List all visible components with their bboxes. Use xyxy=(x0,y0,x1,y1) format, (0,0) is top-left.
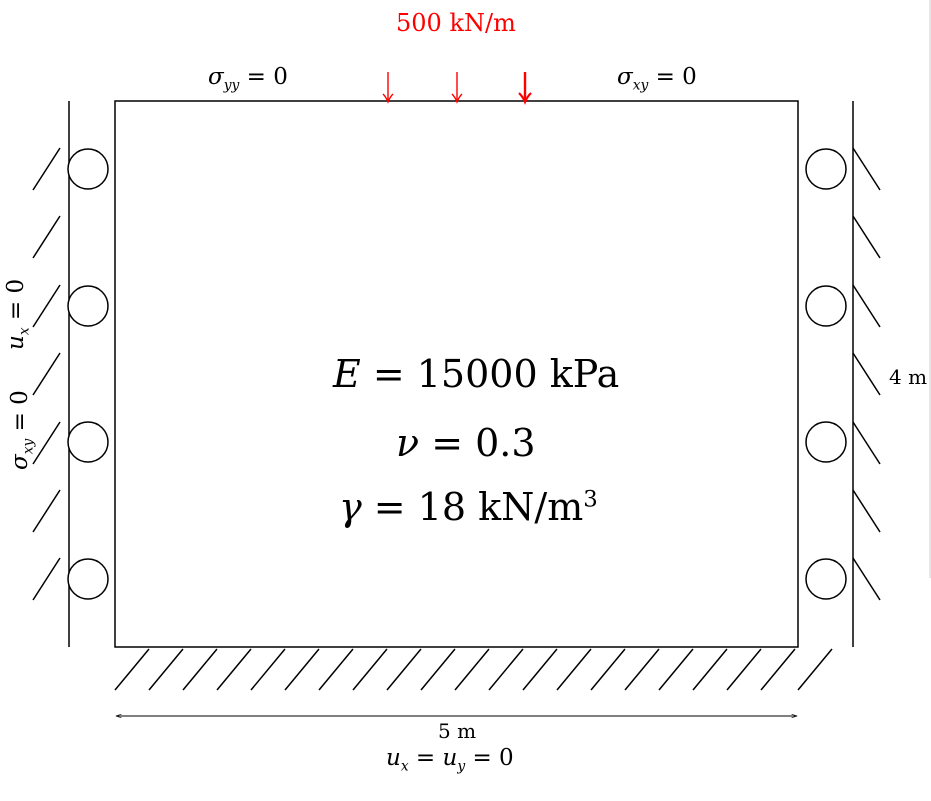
left-bc-ux: $u_x = 0$ xyxy=(3,278,33,350)
top-bc-sigma-xy: $\sigma_{xy} = 0$ xyxy=(617,64,697,94)
bottom-fixed-support xyxy=(115,649,832,690)
left-bc-sigma-xy: $\sigma_{xy} = 0$ xyxy=(7,390,37,470)
material-youngs-modulus: E = 15000 kPa xyxy=(333,352,620,396)
right-hatching xyxy=(853,148,880,600)
roller-icon xyxy=(806,149,846,189)
width-dimension-label: 5 m xyxy=(438,719,477,743)
distributed-load xyxy=(383,72,531,102)
load-label: 500 kN/m xyxy=(396,9,516,37)
roller-icon xyxy=(68,559,108,599)
roller-icon xyxy=(806,286,846,326)
material-poisson-ratio: ν = 0.3 xyxy=(396,421,536,465)
load-arrow-icon xyxy=(519,72,531,102)
bottom-bc-label: $u_x = u_y = 0$ xyxy=(386,745,514,775)
roller-icon xyxy=(806,422,846,462)
load-arrow-icon xyxy=(452,72,462,102)
left-roller-support xyxy=(33,101,108,647)
material-unit-weight: γ = 18 $kN/m^3$ xyxy=(339,485,598,529)
roller-icon xyxy=(68,149,108,189)
load-arrow-icon xyxy=(383,72,393,102)
right-roller-support xyxy=(806,101,880,647)
roller-icon xyxy=(68,286,108,326)
roller-icon xyxy=(68,422,108,462)
roller-icon xyxy=(806,559,846,599)
top-bc-sigma-yy: $\sigma_{yy} = 0$ xyxy=(208,64,288,94)
height-dimension-label: 4 m xyxy=(889,365,928,389)
left-hatching xyxy=(33,148,60,600)
